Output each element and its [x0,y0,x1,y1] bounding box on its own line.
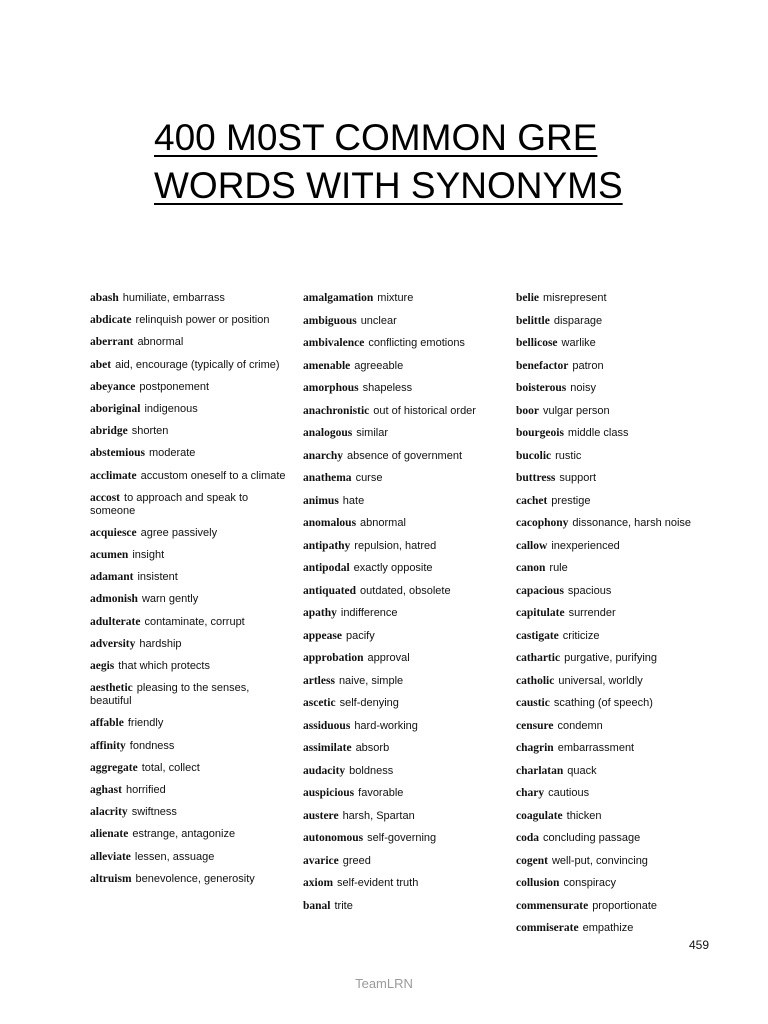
word-synonym: noisy [570,382,596,394]
word-entry [516,832,728,845]
word-term: boisterous [516,382,567,394]
word-term: aghast [90,783,122,796]
word-entry [303,585,508,598]
word-synonym: criticize [562,629,600,642]
word-synonym: insight [132,549,165,562]
word-synonym: mixture [377,292,414,304]
word-entry [516,517,728,530]
word-term: autonomous [303,832,364,844]
word-column-1 [90,292,290,895]
word-entry [90,447,290,460]
word-synonym: misrepresent [543,292,607,304]
word-entry [516,630,728,643]
word-entry [303,315,508,328]
word-entry [303,675,508,688]
word-synonym: relinquish power or position [135,314,270,327]
word-synonym: absorb [355,742,390,754]
word-term: catholic [516,674,555,687]
word-synonym: absence of government [347,449,463,462]
word-entry [303,472,508,485]
word-synonym: abnormal [137,336,184,349]
word-term: anachronistic [303,404,370,417]
word-term: appease [303,629,342,642]
word-term: abeyance [90,380,136,393]
word-synonym: universal, worldly [558,674,643,687]
word-term: adulterate [90,615,141,628]
word-entry [516,360,728,373]
word-synonym: rustic [555,449,582,462]
word-synonym: warn gently [141,593,199,606]
word-term: ambivalence [303,337,365,349]
word-term: admonish [90,593,138,606]
word-term: accost [90,491,121,504]
word-synonym: inexperienced [551,539,620,552]
word-synonym: fondness [129,739,175,752]
word-synonym: naive, simple [338,674,404,687]
word-synonym: pleasing to the senses, beautiful [90,682,250,708]
word-term: assiduous [303,719,351,732]
word-term: acquiesce [90,526,137,539]
word-synonym: self-denying [339,697,399,709]
word-synonym: thicken [566,809,602,822]
word-entry [516,607,728,620]
word-entry [90,682,290,708]
word-entry [90,381,290,394]
footer-watermark: TeamLRN [355,976,413,991]
word-synonym: repulsion, hatred [354,539,437,552]
word-entry [90,403,290,416]
word-synonym: prestige [551,494,591,507]
word-term: cacophony [516,517,569,529]
word-term: affable [90,717,124,730]
word-synonym: concluding passage [543,832,641,844]
word-synonym: swiftness [131,806,177,819]
word-entry [516,787,728,800]
word-term: audacity [303,764,346,777]
word-entry [90,359,290,372]
word-synonym: self-evident truth [337,877,419,889]
word-entry [90,762,290,775]
word-entry [516,810,728,823]
word-synonym: benevolence, generosity [135,872,255,885]
word-synonym: hate [342,494,365,507]
word-synonym: agree passively [140,526,218,539]
word-entry [516,540,728,553]
word-term: acumen [90,549,129,562]
word-term: callow [516,539,548,552]
word-entry [303,720,508,733]
word-synonym: moderate [148,447,196,460]
word-synonym: favorable [358,787,404,799]
word-term: affinity [90,739,126,752]
word-synonym: outdated, obsolete [360,584,451,597]
word-term: bourgeois [516,427,564,439]
word-entry [303,405,508,418]
word-entry [516,337,728,350]
word-synonym: embarrassment [557,742,635,754]
word-term: ambiguous [303,314,357,327]
word-entry [303,697,508,710]
word-entry [90,593,290,606]
word-term: canon [516,562,546,574]
word-synonym: indifference [340,607,398,619]
word-synonym: aid, encourage (typically of crime) [115,358,280,371]
word-term: amorphous [303,382,359,394]
word-term: anarchy [303,449,344,462]
word-synonym: similar [356,427,388,439]
word-term: adversity [90,637,136,650]
word-synonym: self-governing [367,832,437,844]
word-synonym: indigenous [144,402,198,415]
word-entry [516,855,728,868]
word-entry [90,616,290,629]
word-synonym: agreeable [354,359,404,372]
word-synonym: purgative, purifying [564,652,658,664]
word-term: capitulate [516,607,565,619]
word-entry [516,495,728,508]
word-synonym: middle class [567,427,629,439]
word-entry [516,427,728,440]
word-synonym: boldness [349,764,394,777]
word-synonym: friendly [127,717,164,730]
word-synonym: hard-working [354,719,418,732]
word-entry [90,336,290,349]
word-column-2 [303,292,508,922]
word-synonym: condemn [557,719,603,732]
word-synonym: horrified [125,783,166,796]
word-entry [303,562,508,575]
word-entry [90,527,290,540]
word-entry [516,697,728,710]
word-term: coagulate [516,809,563,822]
word-entry [303,900,508,913]
word-term: adamant [90,571,134,584]
word-entry [303,517,508,530]
word-synonym: cautious [548,787,590,799]
word-entry [516,450,728,463]
title-line-2: WORDS WITH SYNONYMS [154,165,623,206]
word-synonym: harsh, Spartan [342,809,415,822]
word-entry [303,877,508,890]
word-synonym: humiliate, embarrass [122,292,225,304]
word-term: commiserate [516,922,579,934]
title-line-1: 400 M0ST COMMON GRE [154,117,598,158]
word-synonym: quack [567,764,597,777]
word-term: castigate [516,629,559,642]
word-term: bellicose [516,337,558,349]
word-synonym: curse [355,472,383,484]
word-entry [516,922,728,935]
word-synonym: hardship [139,637,182,650]
word-synonym: spacious [567,584,612,597]
word-entry [516,765,728,778]
word-synonym: support [559,472,597,484]
word-synonym: total, collect [141,761,200,774]
word-synonym: conflicting emotions [368,337,465,349]
word-term: abstemious [90,447,145,460]
word-term: caustic [516,697,550,709]
word-entry [303,540,508,553]
word-term: bucolic [516,449,552,462]
word-entry [90,740,290,753]
word-term: amenable [303,359,351,372]
word-entry [90,828,290,841]
word-term: anathema [303,472,352,484]
word-synonym: unclear [360,314,397,327]
word-term: amalgamation [303,292,374,304]
word-term: buttress [516,472,556,484]
word-synonym: trite [334,899,353,912]
word-term: abdicate [90,314,132,327]
word-synonym: estrange, antagonize [132,828,236,841]
word-column-3 [516,292,728,945]
word-synonym: well-put, convincing [551,854,648,867]
word-term: capacious [516,584,564,597]
word-term: aesthetic [90,682,133,695]
word-term: antipodal [303,562,350,574]
word-term: aggregate [90,761,138,774]
word-entry [90,492,290,518]
word-term: abash [90,292,119,304]
word-entry [90,425,290,438]
word-synonym: warlike [561,337,596,349]
word-term: banal [303,899,331,912]
word-synonym: empathize [582,922,634,934]
word-entry [90,549,290,562]
word-entry [516,742,728,755]
word-term: ascetic [303,697,336,709]
word-synonym: greed [342,854,371,867]
word-term: altruism [90,872,132,885]
word-entry [303,787,508,800]
word-entry [516,675,728,688]
word-entry [516,900,728,913]
word-term: belittle [516,314,550,327]
word-synonym: approval [367,652,410,664]
word-synonym: patron [572,359,604,372]
word-entry [516,292,728,305]
word-synonym: that which protects [118,660,210,672]
word-entry [516,315,728,328]
word-synonym: shorten [131,425,169,438]
word-synonym: accustom oneself to a climate [140,469,286,482]
word-synonym: surrender [568,607,616,619]
word-term: alacrity [90,806,128,819]
word-term: commensurate [516,899,589,912]
word-term: apathy [303,607,337,619]
word-term: chagrin [516,742,554,754]
word-synonym: proportionate [592,899,658,912]
word-entry [516,405,728,418]
word-entry [516,720,728,733]
word-term: boor [516,404,539,417]
word-synonym: pacify [345,629,375,642]
word-term: analogous [303,427,353,439]
word-entry [303,450,508,463]
word-term: aberrant [90,336,134,349]
word-entry [516,877,728,890]
word-entry [303,607,508,620]
word-term: collusion [516,877,560,889]
word-term: charlatan [516,764,564,777]
word-term: approbation [303,652,364,664]
word-synonym: contaminate, corrupt [144,615,245,628]
word-entry [303,360,508,373]
word-term: alienate [90,828,129,841]
word-synonym: scathing (of speech) [553,697,653,709]
word-entry [303,382,508,395]
word-term: auspicious [303,787,355,799]
word-term: aboriginal [90,402,141,415]
word-term: censure [516,719,554,732]
word-entry [303,427,508,440]
word-term: cachet [516,494,548,507]
word-entry [90,638,290,651]
word-entry [90,660,290,673]
word-term: antiquated [303,584,357,597]
word-term: avarice [303,854,339,867]
word-term: benefactor [516,359,569,372]
word-term: abridge [90,425,128,438]
word-entry [303,292,508,305]
word-synonym: dissonance, harsh noise [572,517,692,529]
word-entry [303,337,508,350]
word-term: cogent [516,854,548,867]
word-entry [90,571,290,584]
word-term: chary [516,787,545,799]
word-entry [90,873,290,886]
word-term: belie [516,292,539,304]
word-entry [90,806,290,819]
word-term: axiom [303,877,334,889]
word-entry [90,784,290,797]
word-entry [516,562,728,575]
word-term: aegis [90,660,115,672]
word-entry [303,855,508,868]
word-term: cathartic [516,652,561,664]
word-term: artless [303,674,335,687]
word-entry [90,717,290,730]
word-term: animus [303,494,339,507]
word-synonym: out of historical order [373,404,476,417]
word-entry [303,652,508,665]
word-synonym: abnormal [360,517,406,529]
word-term: acclimate [90,469,137,482]
word-synonym: postponement [139,380,210,393]
word-entry [90,851,290,864]
word-term: assimilate [303,742,352,754]
word-entry [303,810,508,823]
page-number: 459 [689,938,710,952]
word-synonym: rule [549,562,568,574]
word-term: coda [516,832,539,844]
word-entry [516,585,728,598]
word-entry [303,495,508,508]
word-entry [90,292,290,305]
word-synonym: insistent [137,571,178,584]
word-synonym: shapeless [362,382,413,394]
word-synonym: lessen, assuage [134,850,215,863]
word-synonym: exactly opposite [353,562,433,574]
word-synonym: disparage [553,314,603,327]
word-entry [90,314,290,327]
word-entry [516,472,728,485]
word-entry [303,630,508,643]
word-entry [303,832,508,845]
word-synonym: conspiracy [563,877,617,889]
word-entry [516,652,728,665]
page-title [154,114,734,210]
word-entry [303,742,508,755]
word-term: antipathy [303,539,351,552]
word-term: anomalous [303,517,357,529]
word-term: alleviate [90,850,131,863]
word-term: austere [303,809,339,822]
word-entry [90,470,290,483]
word-synonym: to approach and speak to someone [90,491,249,517]
word-term: abet [90,358,112,371]
word-entry [303,765,508,778]
word-entry [516,382,728,395]
word-synonym: vulgar person [543,404,610,417]
